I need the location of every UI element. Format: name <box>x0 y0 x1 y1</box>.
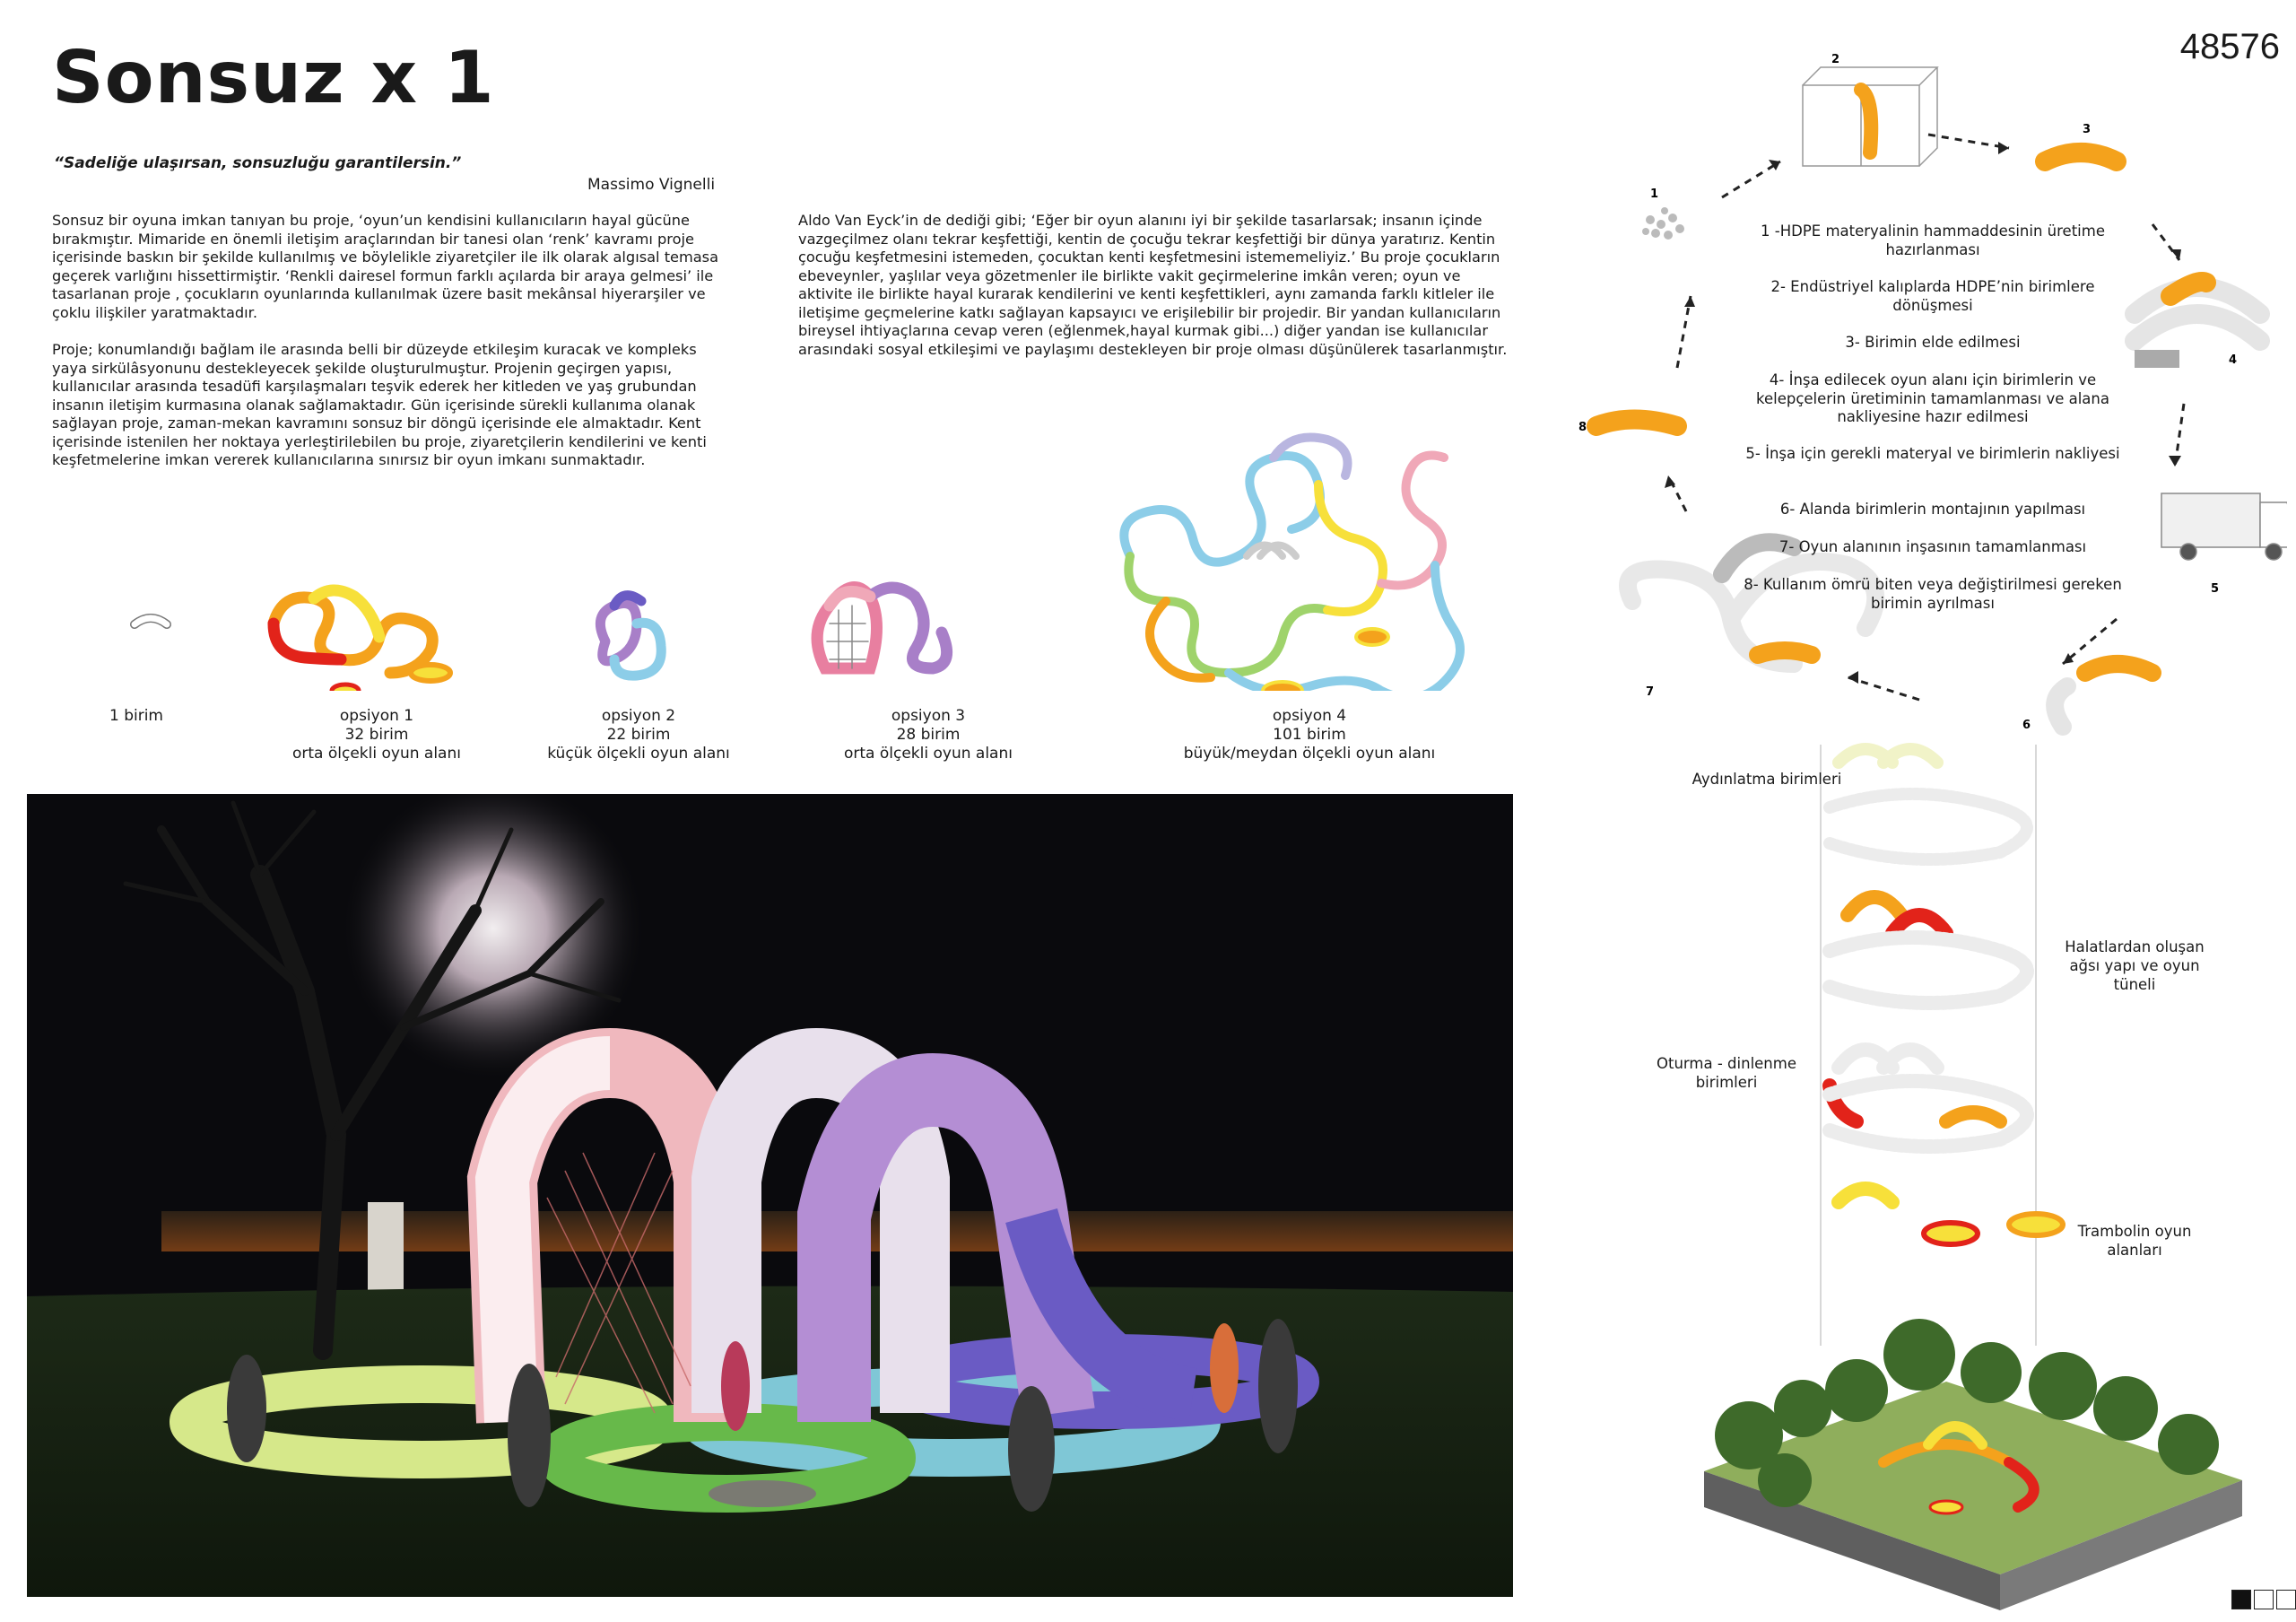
single-unit-3 <box>2045 153 2117 161</box>
stacked-units <box>2135 282 2260 368</box>
option-scale: küçük ölçekli oyun alanı <box>547 745 730 763</box>
quote: “Sadeliğe ulaşırsan, sonsuzluğu garantilersin.” <box>54 154 462 172</box>
project-number: 48576 <box>2179 27 2280 66</box>
paragraph-1: Sonsuz bir oyuna imkan tanıyan bu proje, ‘oyun’un kendisini kullanıcıların hayal gücüne bırakmıştır. Mimaride en önemli iletişim araçlarından bir tanesi olan ‘renk’ kavramı proje içerisinde baskın bir şekilde kullanılmış ve böylelikle ziyaretçiler ile ilk olarak algısal temasa geçerek varlığını hissettirmiştir. ‘Renkli dairesel formun farklı açılarda bir araya gelmesi’ ile tasarlanan proje , çocukların oyunlarında kullanılmak üzere basit mekânsal hiyerarşiler ve çoklu ilişkiler yaratmaktadır. <box>52 212 719 321</box>
process-step-8: 8- Kullanım ömrü biten veya değiştirilmesi gereken birimin ayrılması <box>1744 576 2122 612</box>
industrial-mould <box>1803 67 1937 166</box>
option-2-drawing <box>600 596 661 676</box>
option-label: opsiyon 2 <box>601 707 676 725</box>
process-step-1: 1 -HDPE materyalinin hammaddesinin üretime hazırlanması <box>1761 222 2105 258</box>
page-indicator-1[interactable] <box>2231 1590 2251 1609</box>
options-diagrams <box>99 422 1498 691</box>
single-unit-8 <box>1596 420 1677 427</box>
option-count: 32 birim <box>344 726 409 744</box>
process-step-3: 3- Birimin elde edilmesi <box>1845 334 2021 351</box>
option-label: opsiyon 3 <box>891 707 966 725</box>
option-label: 1 birim <box>109 707 163 725</box>
layer-label-trampoline: Trambolin oyun alanları <box>2077 1223 2192 1259</box>
step-number-1: 1 <box>1650 187 1659 201</box>
page-title: Sonsuz x 1 <box>52 36 495 119</box>
quote-author: Massimo Vignelli <box>587 176 716 194</box>
exploded-layer-diagram <box>1677 727 2269 1610</box>
step-number-4: 4 <box>2229 353 2238 367</box>
single-unit-drawing <box>135 618 167 624</box>
step-number-3: 3 <box>2083 123 2092 136</box>
raw-material-pellets <box>1642 207 1684 240</box>
step-number-5: 5 <box>2211 582 2220 596</box>
option-label: opsiyon 1 <box>339 707 414 725</box>
option-caption-2 <box>504 707 773 763</box>
option-scale: orta ölçekli oyun alanı <box>844 745 1013 763</box>
layer-label-lighting: Aydınlatma birimleri <box>1692 771 1842 788</box>
step-number-2: 2 <box>1831 53 1840 66</box>
option-3-drawing <box>817 588 947 668</box>
option-scale: büyük/meydan ölçekli oyun alanı <box>1183 745 1436 763</box>
truck-drawing <box>2161 493 2287 560</box>
step-number-7: 7 <box>1646 685 1655 699</box>
page-indicator-2[interactable] <box>2254 1590 2274 1609</box>
option-scale: orta ölçekli oyun alanı <box>292 745 461 763</box>
page-indicator-3[interactable] <box>2276 1590 2296 1609</box>
step-number-6: 6 <box>2022 719 2031 732</box>
paragraph-3: Aldo Van Eyck’in de dediği gibi; ‘Eğer bir oyun alanını iyi bir şekilde tasarlarsak; insanın içinde vazgeçilmez olanı tekrar keşfettiği, kentin de çocuğu tekrar keşfettiği bir dünya yaratırız. Kentin çocuğu keşfetmesini istemeden, çocuktan kenti keşfetmesini istememeliyiz.’ Bu proje çocukların ebeveynler, yaşlılar veya gözetmenler ile birlikte vakit geçirmelerine imkân veren; oyun ve aktivite ile birlikte hayal kurarak kendilerini ve kenti keşfettikleri, aynı zamanda farklı kitleler ile iletişime geçmelerine katkı sağlayan kapsayıcı ve erişilebilir bir projedir. Bir yandan kullanıcıların bireysel ihtiyaçlarına cevap veren (eğlenmek,hayal kurmak gibi...) diğer yandan ise kullanıcılar arasındaki sosyal etkileşimi ve paylaşımı destekleyen bir proje olması düşünülerek tasarlanmıştır. <box>798 212 1508 358</box>
assembly-units <box>2055 664 2152 727</box>
process-step-7: 7- Oyun alanının inşasının tamamlanması <box>1779 538 2087 555</box>
layer-label-seating: Oturma - dinlenme birimleri <box>1657 1055 1796 1091</box>
process-step-4: 4- İnşa edilecek oyun alanı için birimlerin ve kelepçelerin üretiminin tamamlanması ve alana nakliyesine hazır edilmesi <box>1756 371 2109 425</box>
option-1-drawing <box>274 590 450 691</box>
option-4-drawing <box>1124 438 1460 692</box>
option-caption-0 <box>2 707 271 726</box>
option-count: 28 birim <box>896 726 961 744</box>
option-caption-4 <box>1148 707 1471 763</box>
process-step-2: 2- Endüstriyel kalıplarda HDPE’nin birimlere dönüşmesi <box>1770 278 2095 314</box>
night-render-image <box>27 794 1513 1597</box>
option-count: 22 birim <box>606 726 671 744</box>
process-step-5: 5- İnşa için gerekli materyal ve birimlerin nakliyesi <box>1745 445 2120 462</box>
paragraph-2: Proje; konumlandığı bağlam ile arasında belli bir düzeyde etkileşim kuracak ve kompleks yaya sirkülâsyonunu destekleyecek şekilde oluşturulmuştur. Projenin geçirgen yapısı, kullanıcılar arasında tesadüfi karşılaşmaları teşvik ederek her kitleden ve yaş grubundan insanın iletişim kurmasına olanak sağlamaktadır. Gün içerisinde sürekli kullanıma olanak sağlayan proje, zaman-mekan kavramını sonsuz bir döngü içerisinde ele almaktadır. Kent içerisinde istenilen her noktaya yerleştirilebilen bu proje, ziyaretçilerin kendilerini ve kenti keşfetmelerine imkan vererek kullanıcılarına sınırsız bir oyun imkanı sunmaktadır. <box>52 341 707 468</box>
layer-label-net: Halatlardan oluşan ağsı yapı ve oyun tüneli <box>2065 938 2205 993</box>
process-step-6: 6- Alanda birimlerin montajının yapılması <box>1779 501 2086 518</box>
option-caption-3 <box>794 707 1063 763</box>
step-number-8: 8 <box>1578 421 1587 434</box>
option-label: opsiyon 4 <box>1272 707 1347 725</box>
option-count: 101 birim <box>1273 726 1346 744</box>
option-caption-1 <box>242 707 511 763</box>
